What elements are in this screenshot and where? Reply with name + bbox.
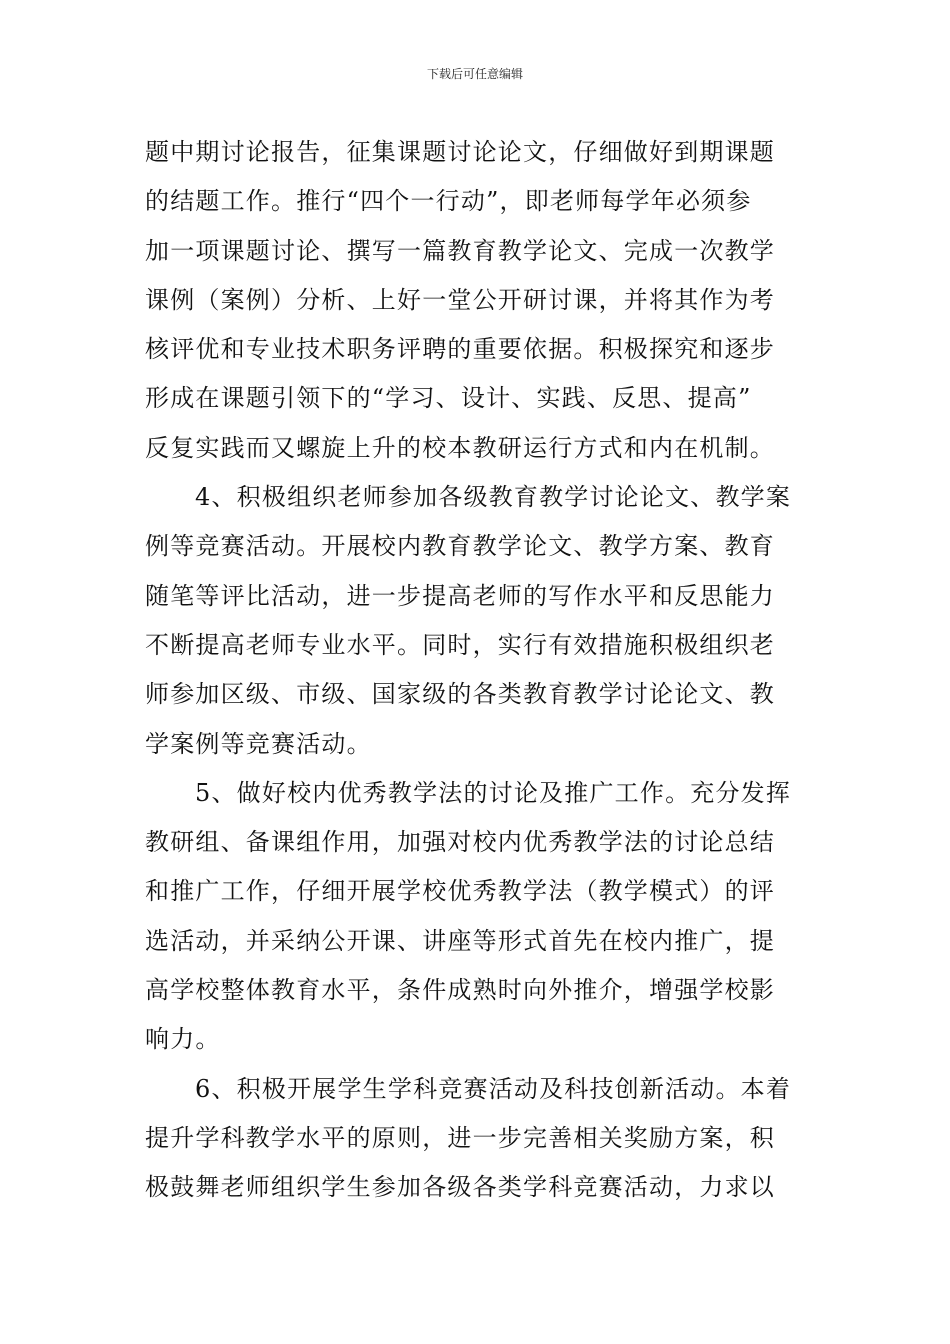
text-line: 响力。: [145, 1025, 221, 1054]
text-line: 学案例等竞赛活动。: [145, 729, 372, 758]
text-line: 选活动，并采纳公开课、讲座等形式首先在校内推广，提: [145, 926, 775, 955]
text-line: 反复实践而又螺旋上升的校本教研运行方式和内在机制。: [145, 433, 775, 462]
text-line: 例等竞赛活动。开展校内教育教学论文、教学方案、教育: [145, 532, 775, 561]
text-line: 加一项课题讨论、撰写一篇教育教学论文、完成一次教学: [145, 236, 775, 265]
text-line: 不断提高老师专业水平。同时，实行有效措施积极组织老: [145, 630, 775, 659]
text-line: 随笔等评比活动，进一步提高老师的写作水平和反思能力: [145, 581, 775, 610]
text-line: 核评优和专业技术职务评聘的重要依据。积极探究和逐步: [145, 335, 775, 364]
text-line: 师参加区级、市级、国家级的各类教育教学讨论论文、教: [145, 680, 775, 709]
text-line: 极鼓舞老师组织学生参加各级各类学科竞赛活动，力求以: [145, 1173, 775, 1202]
text-line: 题中期讨论报告，征集课题讨论论文，仔细做好到期课题: [145, 138, 775, 166]
text-line: 教研组、备课组作用，加强对校内优秀教学法的讨论总结: [145, 828, 775, 857]
text-line: 课例（案例）分析、上好一堂公开研讨课，并将其作为考: [145, 285, 775, 314]
text-line: 形成在课题引领下的“学习、设计、实践、反思、提高”: [145, 384, 752, 413]
text-line: 提升学科教学水平的原则，进一步完善相关奖励方案，积: [145, 1123, 775, 1152]
text-line: 的结题工作。推行“四个一行动”，即老师每学年必须参: [145, 187, 752, 216]
paragraph-start-line: 5、做好校内优秀教学法的讨论及推广工作。充分发挥: [195, 778, 792, 807]
document-body: [145, 128, 810, 1213]
paragraph-start-line: 6、积极开展学生学科竞赛活动及科技创新活动。本着: [195, 1074, 792, 1103]
text-line: 和推广工作，仔细开展学校优秀教学法（教学模式）的评: [145, 877, 775, 906]
text-line: 高学校整体教育水平，条件成熟时向外推介，增强学校影: [145, 976, 775, 1005]
paragraph-start-line: 4、积极组织老师参加各级教育教学讨论论文、教学案: [195, 483, 792, 512]
page-header: 下载后可任意编辑: [426, 67, 523, 81]
